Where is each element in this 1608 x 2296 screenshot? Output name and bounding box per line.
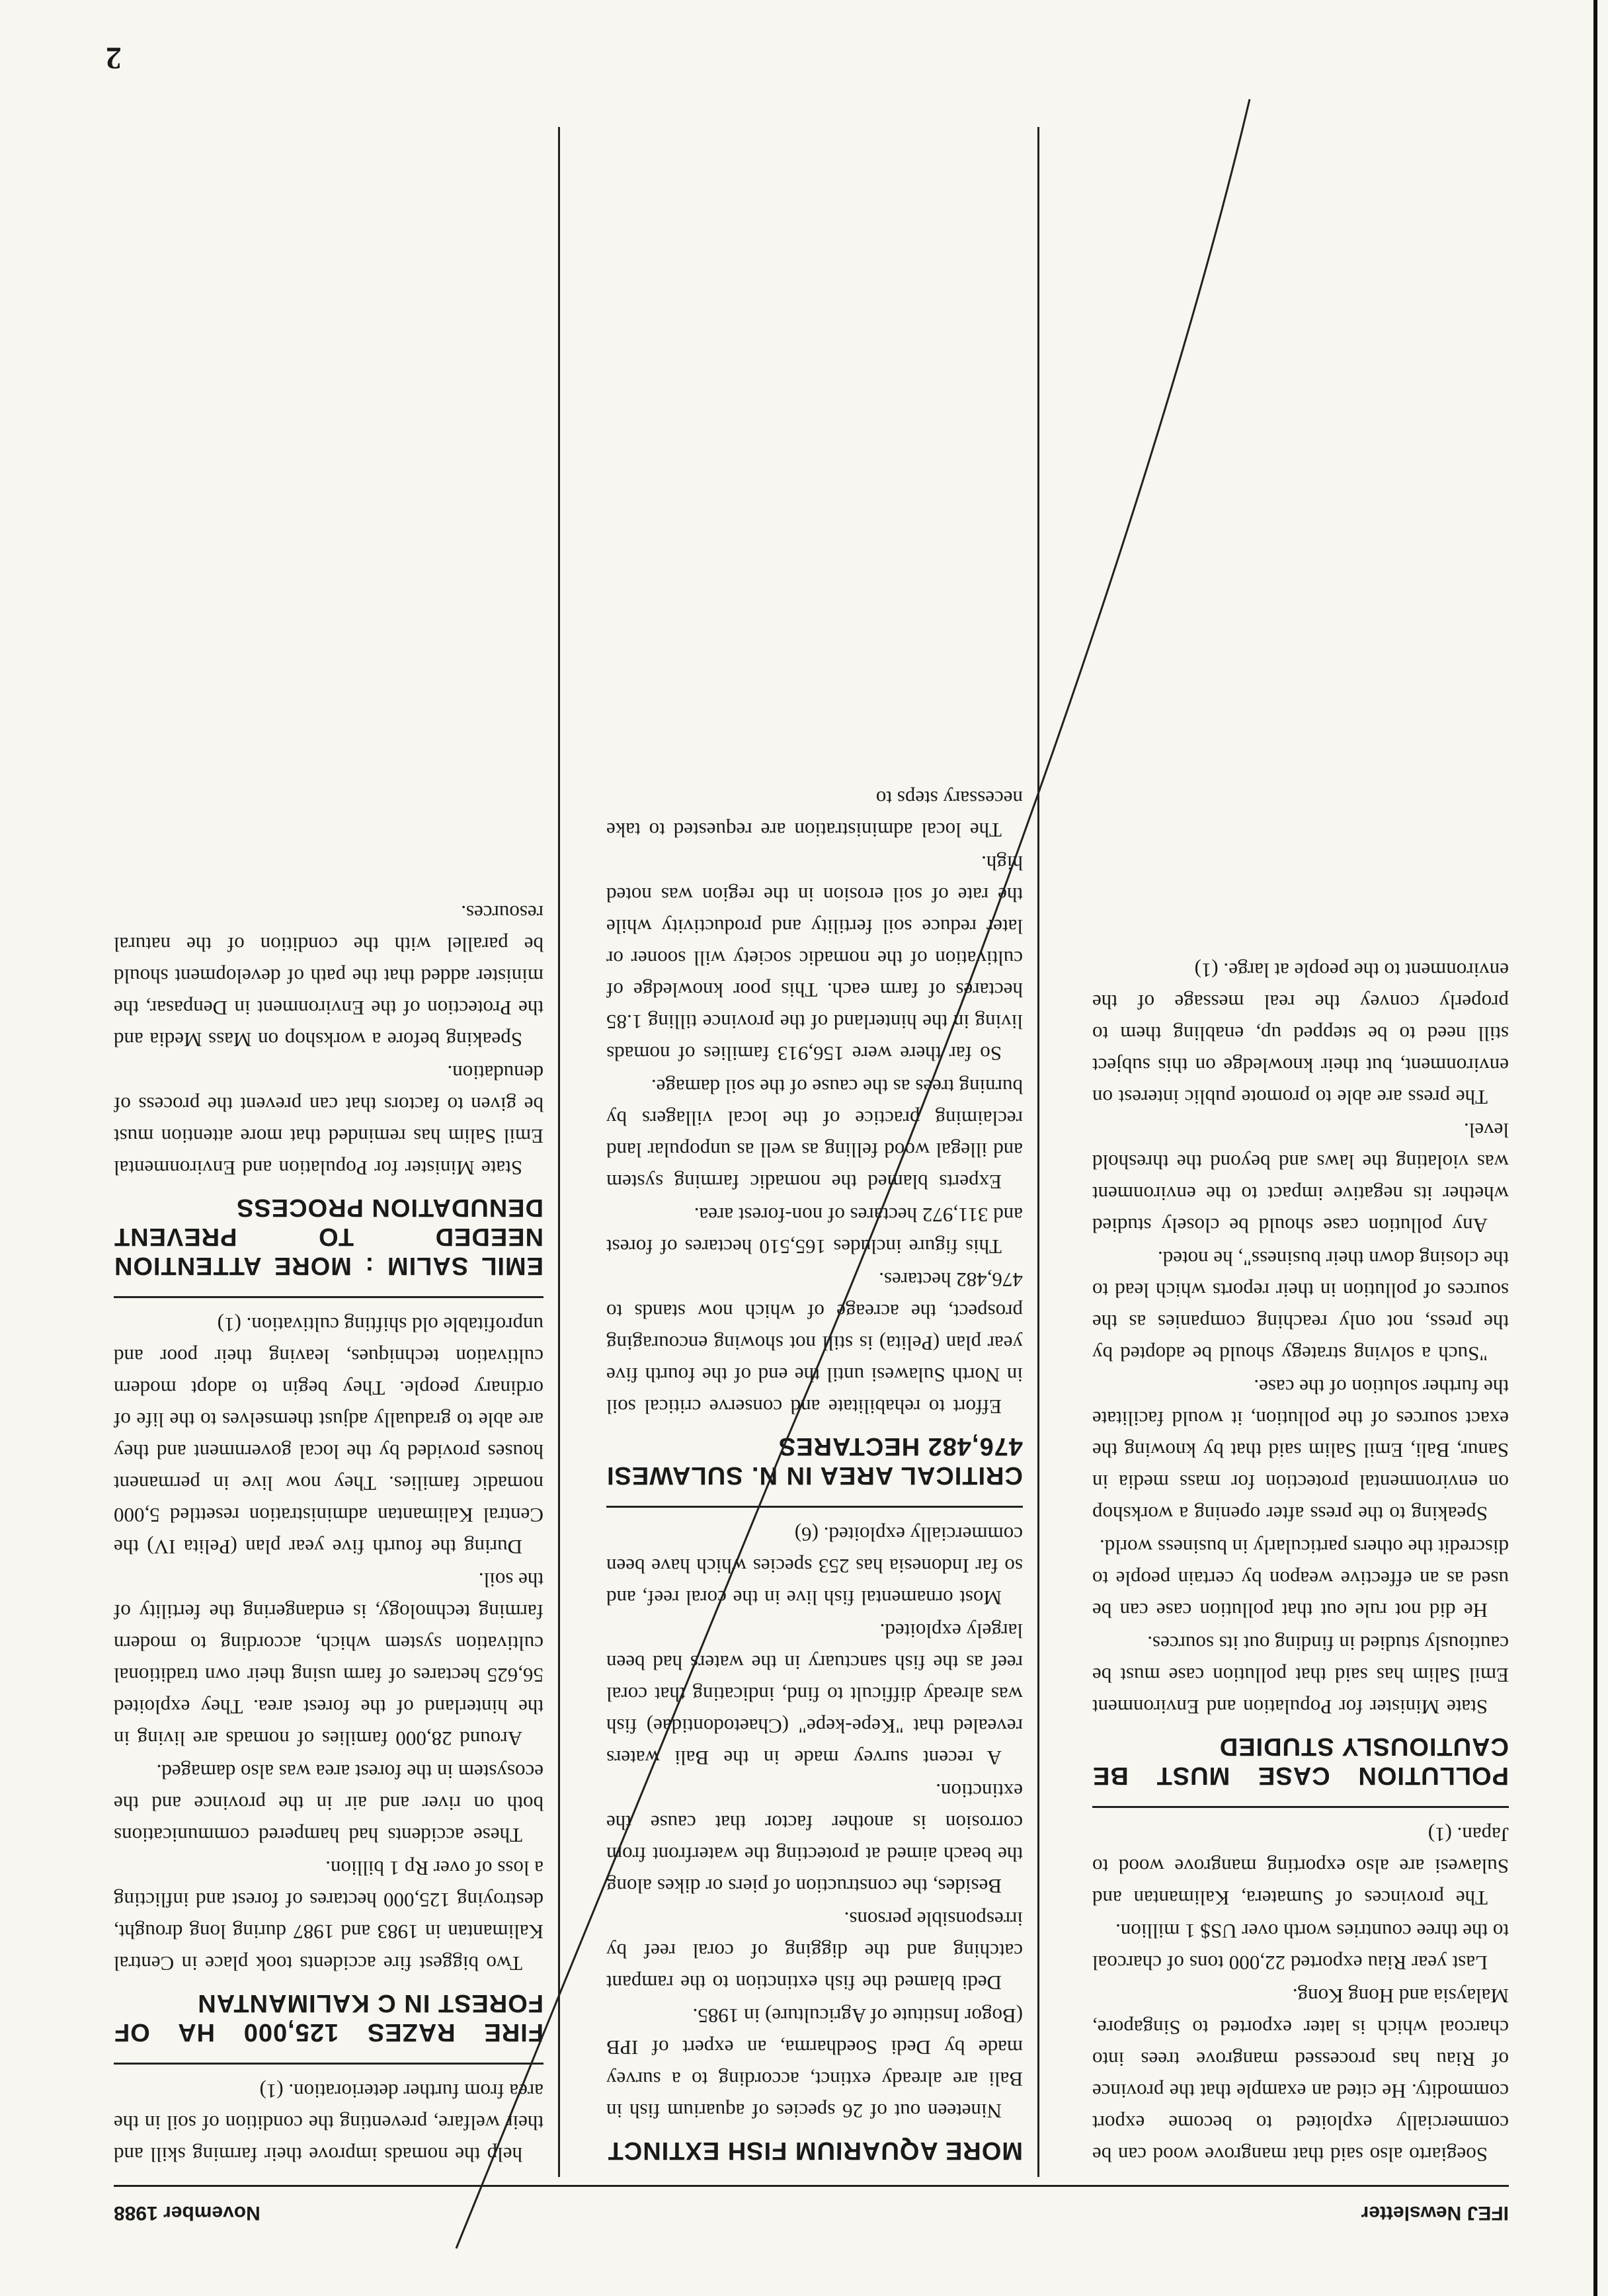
column-2 [606,134,1023,2170]
body-paragraph: The press are able to promote public interest on environment, but their knowledge on this subject still need to be stepped up, enabling them to properly convey the real message of the environment to the people at large. (1) [1092,959,1509,1109]
body-paragraph: Besides, the construction of piers or dikes along the beach aimed at protecting the waterfront from corrosion is another factor that cause the extinction. [606,1780,1023,1898]
column-divider [558,127,560,2177]
article-aquarium-fish [606,1506,1023,2165]
body-paragraph: Speaking before a workshop on Mass Media and the Protection of the Environment in Denpasar, the minister added that the path of development should be parallel with the condition of the natural resources. [114,901,543,1051]
body-paragraph: Nineteen out of 26 species of aquarium fish in Bali are already extinct, according to a survey made by Dedi Soedharma, an expert of IPB (Bogor Institute of Agriculture) in 1985. [606,2004,1023,2123]
body-paragraph: Effort to rehabilitate and conserve critical soil in North Sulawesi until the end of the fourth five year plan (Pelita) is still not showing encouraging prospect, the acreage of which now stands to 476,482 hectares. [606,1268,1023,1418]
column-divider [1037,127,1039,2177]
body-paragraph: This figure includes 165,510 hectares of forest and 311,972 hectares of non-forest area. [606,1204,1023,1258]
article-headline: CRITICAL AREA IN N. SULAWESI 476,482 HECTARES [606,1432,1023,1489]
body-paragraph: State Minister for Population and Environment Emil Salim has said that pollution case must be cautiously studied in finding out its sources. [1092,1632,1509,1719]
body-paragraph: So far there were 156,913 families of nomads living in the hinterland of the province tilling 1.85 hectares of farm each. This poor knowledge of cultivation of the nomadic society will sooner or later reduce soil fertility and productivity while the rate of soil erosion in the region was noted high. [606,852,1023,1065]
article-pollution [1092,954,1509,1790]
body-paragraph: He did not rule out that pollution case can be used as an effective weapon by certain people to discredit the others particularly in business world. [1092,1536,1509,1622]
body-paragraph: Speaking to the press after opening a workshop on environmental protection for mass media in Sanur, Bali, Emil Salim said that by knowing the exact sources of the pollution, it would facilitate the further solution of the case. [1092,1375,1509,1526]
body-paragraph: The provinces of Sumatera, Kalimantan and Sulawesi are also exporting mangrove wood to Japan. (1) [1092,1823,1509,1910]
newsletter-name: IFEJ Newsletter [1361,2202,1509,2224]
body-paragraph: Two biggest fire accidents took place in Central Kalimantan in 1983 and 1987 during long drought, destroying 125,000 hectares of forest and inflicting a loss of over Rp 1 billion. [114,1857,543,1975]
body-paragraph: help the nomads improve their farming skill and their welfare, preventing the condition of soil in the area from further deterioration. (1) [114,2080,543,2166]
header-rule [114,2185,1509,2187]
body-paragraph: During the fourth five year plan (Pelita IV) the Central Kalimantan administration resettled 5,000 nomadic families. They now live in permanent houses provided by the local government and they are able to gradually adjust themselves to the life of ordinary people. They begin to adopt modern cultivation techniques, leaving their poor and unprofitable old shifting cultivation. (1) [114,1313,543,1559]
article-headline: FIRE RAZES 125,000 HA OF FOREST IN C KALIMANTAN [114,1989,543,2046]
body-paragraph: Experts blamed the nomadic farming system and illegal wood felling as well as unpopular land reclaiming practice of the local villagers by burning trees as the cause of the soil damage. [606,1075,1023,1194]
body-paragraph: State Minister for Population and Environmental Emil Salim has reminded that more attention must be given to factors that can prevent the process of denudation. [114,1061,543,1180]
article-headline: EMIL SALIM : MORE ATTENTION NEEDED TO PREVENT DENUDATION PROCESS [114,1194,543,1280]
scan-edge-shadow [1593,0,1597,2296]
body-paragraph: "Such a solving strategy should be adopted by the press, not only reaching companies as the sources of pollution in their reports which lead to the closing down their business", he noted. [1092,1247,1509,1366]
article-critical-area [606,782,1023,1490]
body-paragraph: Any pollution case should be closely studied whether its negative impact to the environment was violating the laws and beyond the threshold level. [1092,1119,1509,1237]
page-number: 2 [106,40,122,75]
body-paragraph: Last year Riau exported 22,000 tons of charcoal to the three countries worth over US$ 1 million. [1092,1920,1509,1975]
issue-date: November 1988 [114,2202,261,2224]
body-paragraph: Around 28,000 families of nomads are living in the hinterland of the forest area. They exploited 56,625 hectares of farm using their own traditional cultivation system which, according to modern farming technology, is endangering the fertility of the soil. [114,1569,543,1750]
column-3 [114,134,543,2170]
body-paragraph: Dedi blamed the fish extinction to the rampant catching and the digging of coral reef by irresponsible persons. [606,1908,1023,1994]
column-1 [1092,134,1509,2170]
article-denudation [114,897,543,1280]
article-headline: POLLUTION CASE MUST BE CAUTIOUSLY STUDIED [1092,1733,1509,1789]
page-header [114,2194,1509,2233]
body-paragraph: The local administration are requested to take necessary steps to [606,787,1023,842]
article-mangrove-continued [1092,1806,1509,2170]
article-headline: MORE AQUARIUM FISH EXTINCT [607,2137,1023,2164]
article-critical-area-continued [114,2063,543,2170]
body-paragraph: These accidents had hampered communications both on river and air in the province and the ecosystem in the forest area was also damaged. [114,1760,543,1847]
article-forest-fire [114,1296,543,2047]
body-paragraph: A recent survey made in the Bali waters revealed that "Kepe-kepe" (Chaetodontidae) fish was already difficult to find, indicating that coral reef as the fish sanctuary in the waters had been largely exploited. [606,1620,1023,1770]
body-paragraph: Most ornamental fish live in the coral reef, and so far Indonesia has 253 species which have been commercially exploited. (6) [606,1523,1023,1610]
body-paragraph: Soegiarto also said that mangrove wood can be commercially exploited to become export commodity. He cited an example that the province of Riau has processed mangrove trees into charcoal which is later exported to Singapore, Malaysia and Hong Kong. [1092,1985,1509,2166]
